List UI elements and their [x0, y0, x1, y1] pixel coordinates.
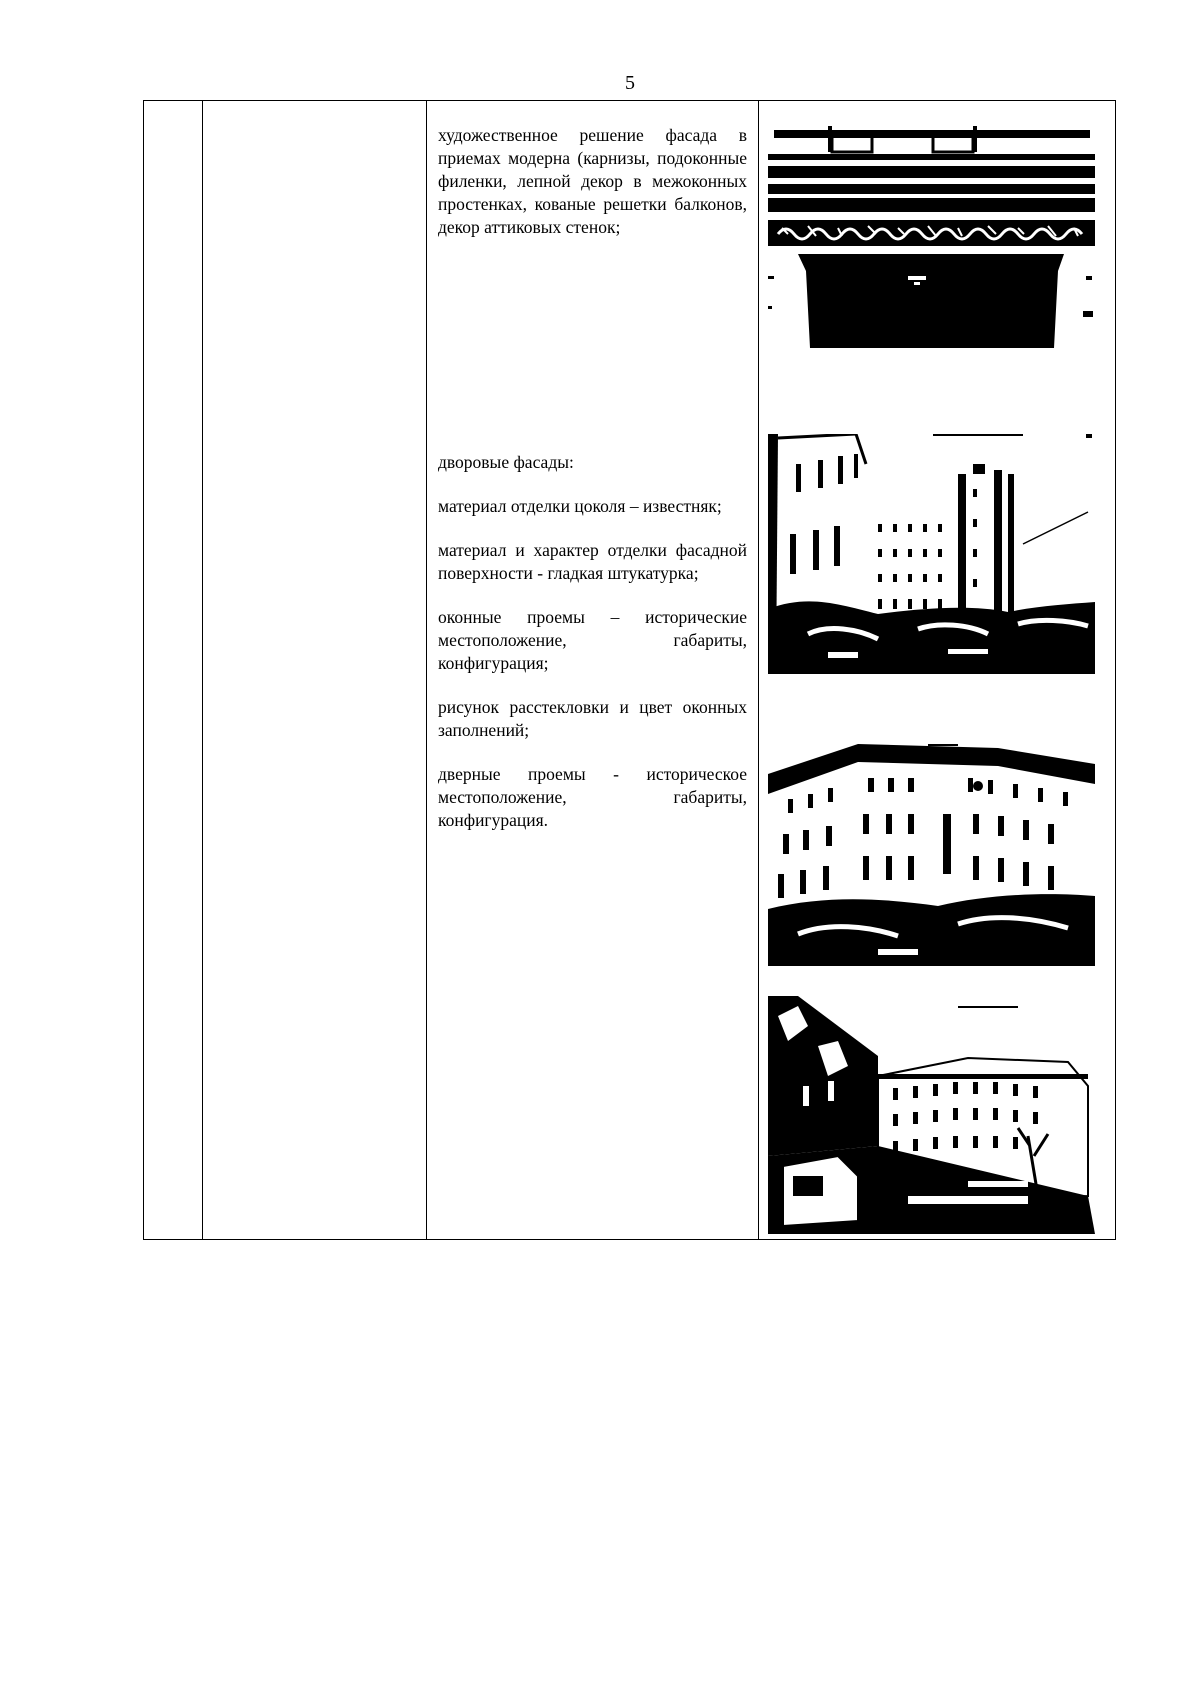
courtyard-item: оконные проемы – исторические местоположение, габариты, конфигурация; [438, 607, 747, 673]
facade-decor-photo [768, 126, 1095, 348]
courtyard-item: материал отделки цоколя – известняк; [438, 496, 722, 516]
table-column-divider-3 [758, 101, 759, 1239]
courtyard-item: дверные проемы - историческое местоположение, габариты, конфигурация. [438, 764, 747, 830]
courtyard-photo-2 [768, 744, 1095, 966]
courtyard-heading: дворовые фасады: [438, 452, 574, 472]
page-number: 5 [625, 72, 635, 94]
courtyard-item: рисунок расстекловки и цвет оконных заполнений; [438, 697, 747, 740]
facade-decor-paragraph: художественное решение фасада в приемах модерна (карнизы, подоконные филенки, лепной декор в межоконных простенках, кованые решетки балконов, декор аттиковых стенок; [438, 125, 747, 237]
table-column-divider-1 [202, 101, 203, 1239]
courtyard-facades-text-block [438, 451, 747, 853]
courtyard-photo-3 [768, 996, 1095, 1234]
courtyard-photo-1 [768, 434, 1095, 674]
table-column-divider-2 [426, 101, 427, 1239]
facade-decor-text-block [438, 124, 747, 260]
courtyard-item: материал и характер отделки фасадной поверхности - гладкая штукатурка; [438, 540, 747, 583]
